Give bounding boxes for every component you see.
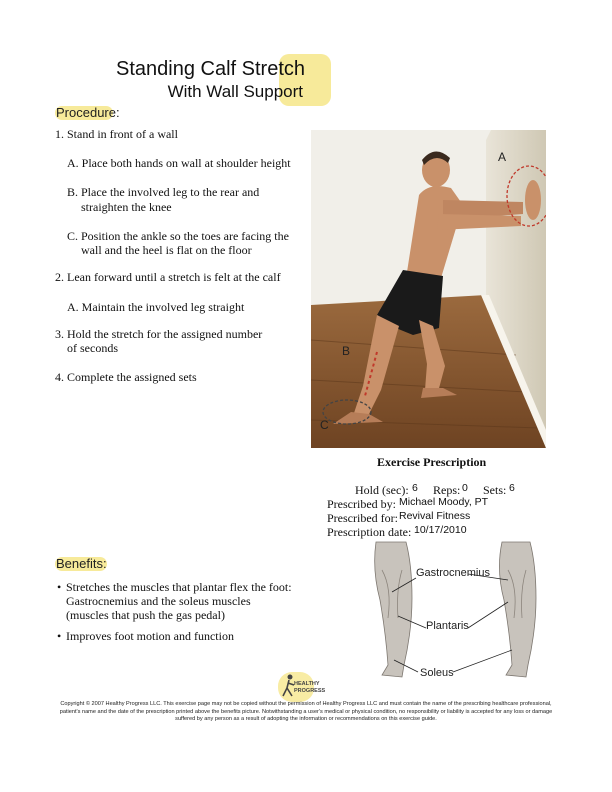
page-title: Standing Calf Stretch — [116, 58, 305, 80]
photo-label-b: B — [342, 344, 351, 358]
reps-value: 0 — [462, 482, 468, 494]
prescription-date-label: Prescription date: — [327, 525, 412, 539]
procedure-step: of seconds — [67, 341, 118, 355]
photo-label-c: C — [320, 418, 329, 432]
procedure-step: A. Place both hands on wall at shoulder height — [67, 156, 291, 170]
benefit-bullet-icon: • — [57, 580, 62, 594]
procedure-step: wall and the heel is flat on the floor — [81, 243, 252, 257]
logo-text-line1: HEALTHY — [294, 681, 320, 687]
hold-value: 6 — [412, 482, 418, 494]
healthy-progress-logo — [282, 672, 326, 702]
procedure-step: 4. Complete the assigned sets — [55, 370, 197, 384]
copyright-footer: Copyright © 2007 Healthy Progress LLC. This exercise page may not be copied without the permission of Healthy Progress LLC and must contain the name of the prescribing healthcare professional, patient's name and the date of the prescription printed above the benefits picture. Notwithstanding a user's medical or physical condition, no responsibility or liability is accepted for any loss or damage suffered by any person as a result of adopting the information or recommendations on this exercise guide. — [59, 701, 553, 722]
benefit-item: Stretches the muscles that plantar flex the foot: — [66, 580, 292, 594]
exercise-photo — [311, 130, 546, 448]
anatomy-label-soleus: Soleus — [420, 667, 454, 679]
benefit-bullet-icon: • — [57, 629, 62, 643]
anatomy-label-plantaris: Plantaris — [426, 620, 469, 632]
benefit-item-cont: (muscles that push the gas pedal) — [66, 608, 225, 622]
prescription-heading: Exercise Prescription — [377, 455, 487, 469]
procedure-step: A. Maintain the involved leg straight — [67, 300, 245, 314]
procedure-step: straighten the knee — [81, 200, 172, 214]
reps-label: Reps: — [433, 483, 461, 497]
hold-label: Hold (sec): — [355, 483, 409, 497]
procedure-step: C. Position the ankle so the toes are facing the — [67, 229, 289, 243]
procedure-step: B. Place the involved leg to the rear and — [67, 185, 260, 199]
prescribed-by-label: Prescribed by: — [327, 497, 396, 511]
anatomy-illustration — [368, 540, 548, 685]
prescribed-for-value: Revival Fitness — [399, 510, 471, 522]
logo-text-line2: PROGRESS — [294, 688, 326, 694]
sets-value: 6 — [509, 482, 515, 494]
procedure-heading: Procedure: — [56, 105, 120, 120]
procedure-step: 1. Stand in front of a wall — [55, 127, 178, 141]
procedure-step: 3. Hold the stretch for the assigned number — [55, 327, 263, 341]
prescribed-for-label: Prescribed for: — [327, 511, 398, 525]
sets-label: Sets: — [483, 483, 507, 497]
prescribed-by-value: Michael Moody, PT — [399, 496, 489, 508]
prescription-date-value: 10/17/2010 — [414, 524, 467, 536]
benefit-item-cont: Gastrocnemius and the soleus muscles — [66, 594, 251, 608]
procedure-step: 2. Lean forward until a stretch is felt at the calf — [55, 270, 281, 284]
benefit-item: Improves foot motion and function — [66, 629, 234, 643]
exercise-illustration — [311, 130, 546, 448]
calf-muscles-icon — [368, 540, 548, 685]
photo-label-a: A — [498, 150, 507, 164]
benefits-heading: Benefits: — [56, 556, 107, 571]
anatomy-label-gastrocnemius: Gastrocnemius — [416, 567, 490, 579]
page-subtitle: With Wall Support — [167, 82, 303, 101]
